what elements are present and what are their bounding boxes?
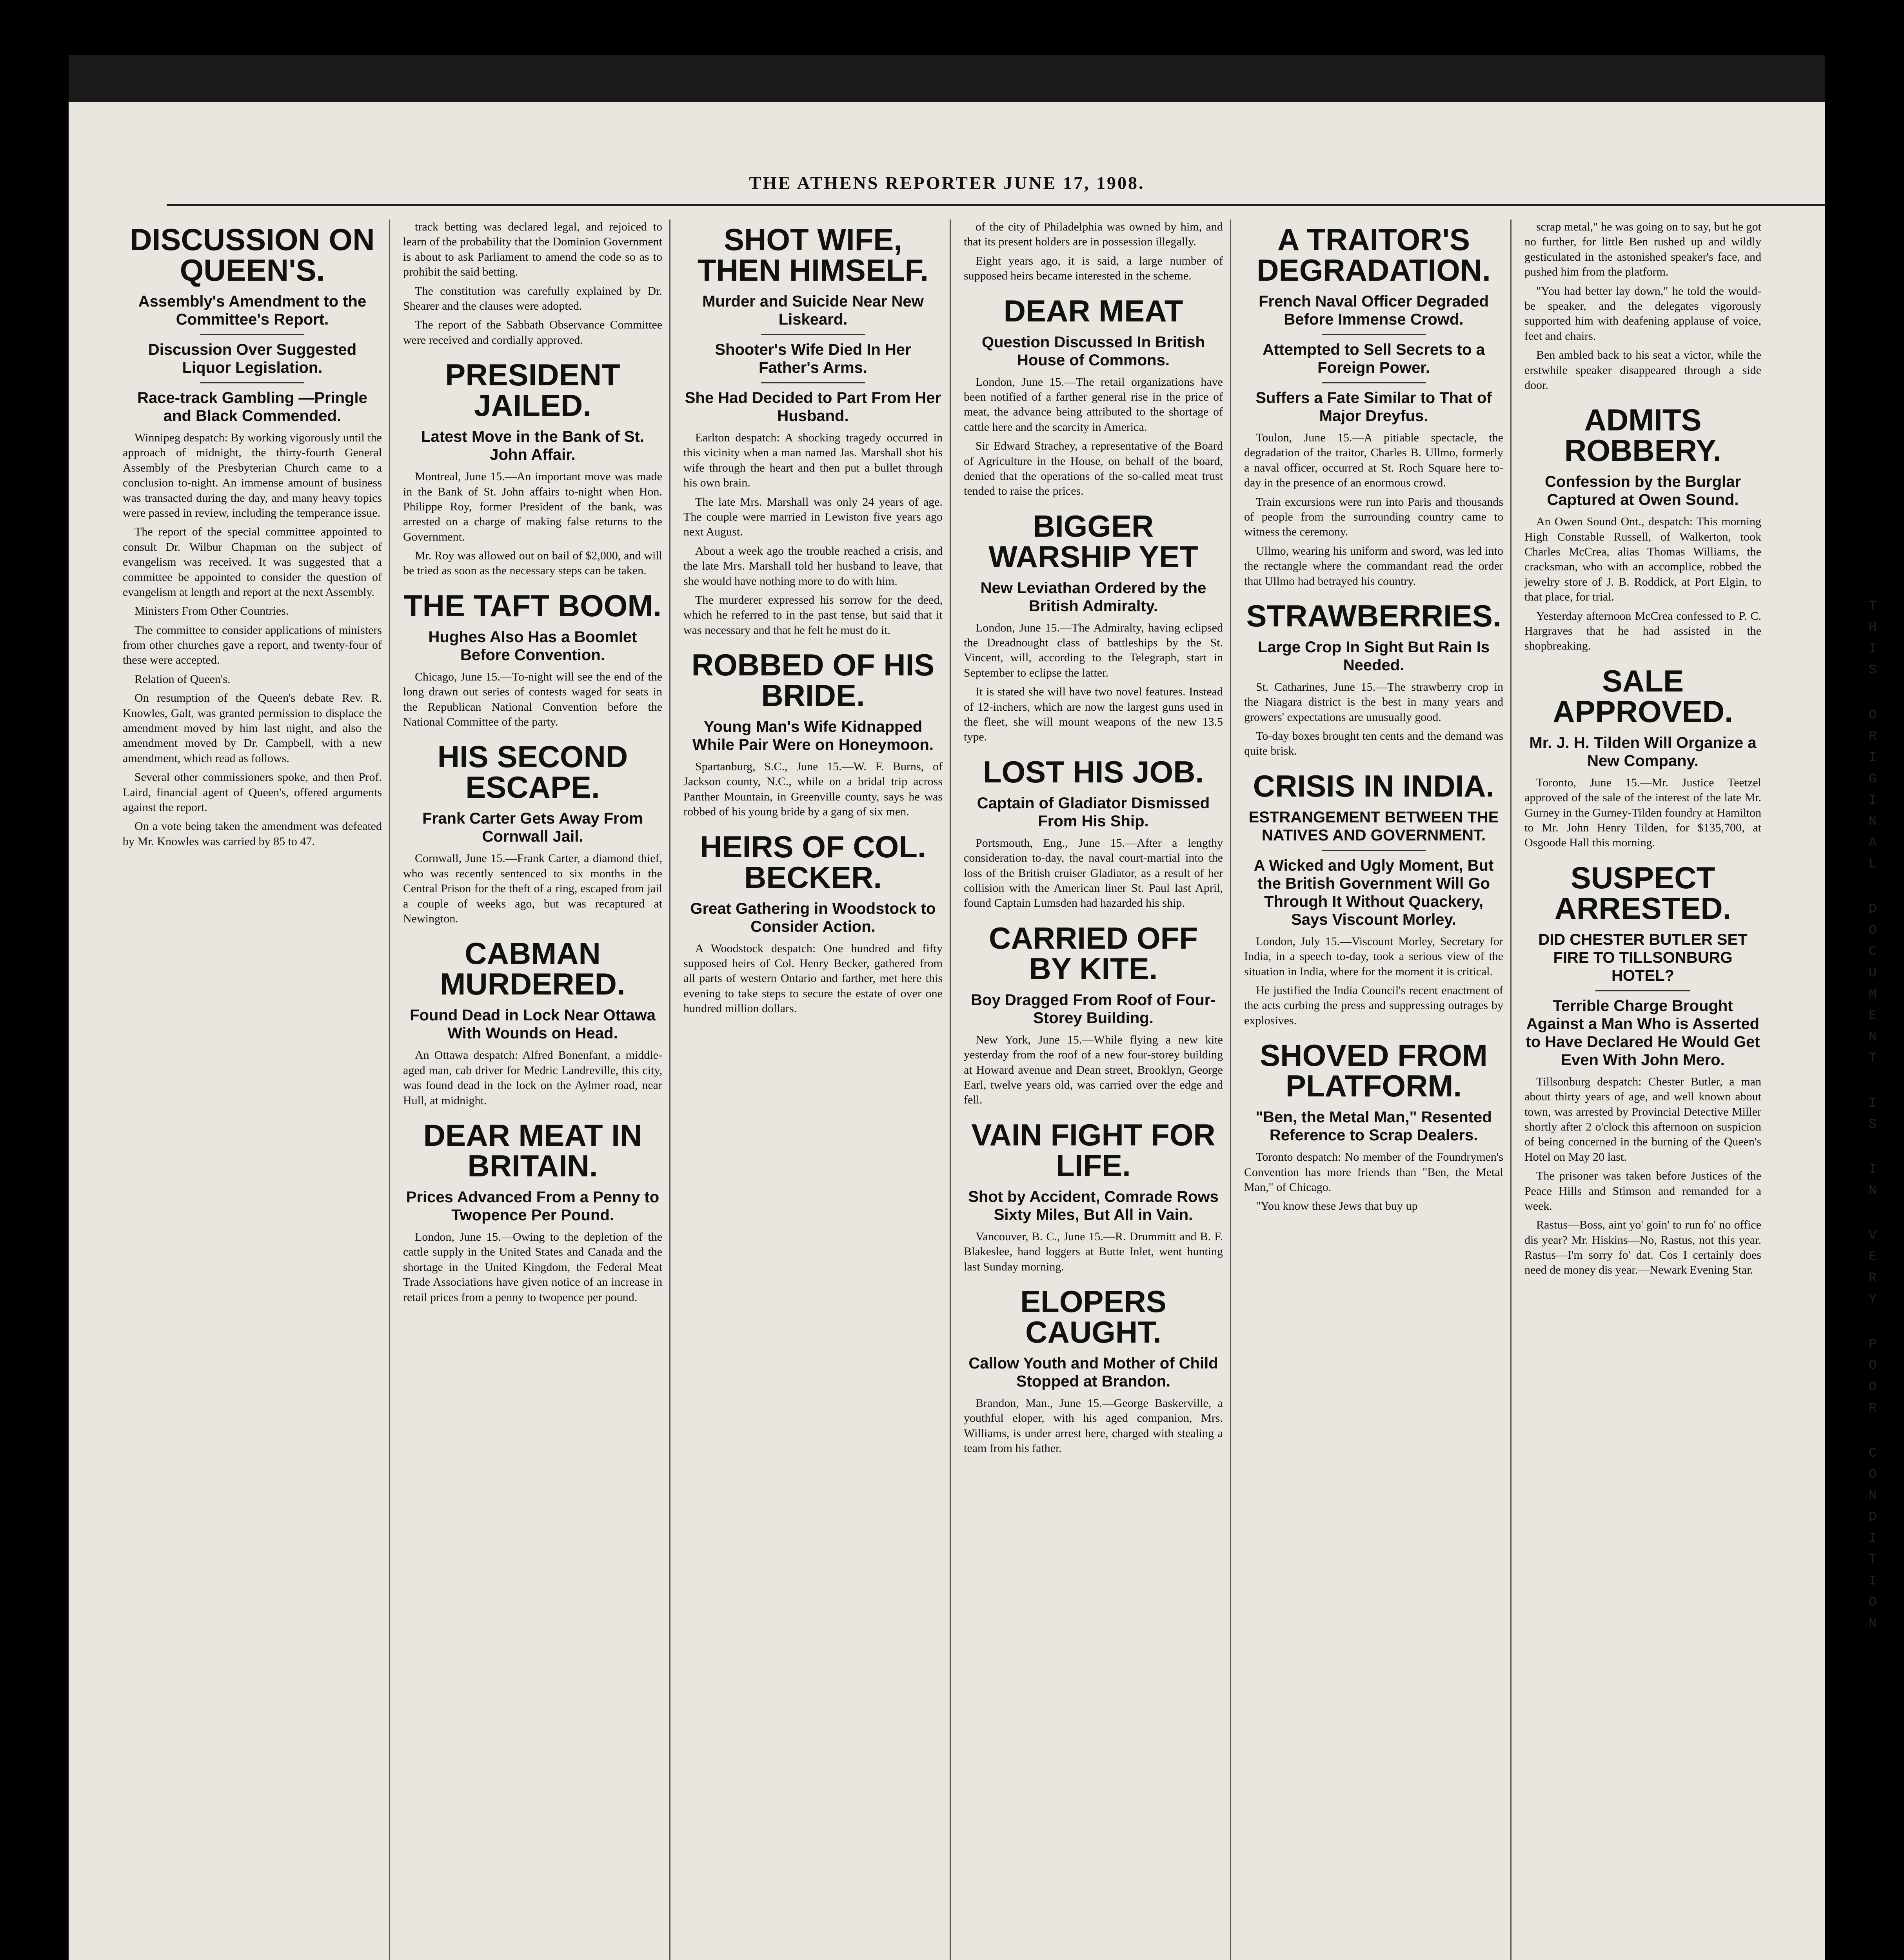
- article-paragraph: Eight years ago, it is said, a large number of supposed heirs became interested in the scheme.: [964, 254, 1223, 283]
- article-subhead: Attempted to Sell Secrets to a Foreign Power.: [1263, 341, 1485, 376]
- article-subhead: ESTRANGEMENT BETWEEN THE NATIVES AND GOVERNMENT.: [1248, 808, 1499, 844]
- subhead-rule: [200, 334, 304, 335]
- article: [964, 293, 1223, 499]
- article: [403, 741, 662, 926]
- article-paragraph: Montreal, June 15.—An important move was made in the Bank of St. John affairs to-night when Hon. Philippe Roy, former President of the bank, was arrested on a charge of making false returns to the Government.: [403, 470, 662, 543]
- article-headline: STRAWBERRIES.: [1246, 598, 1501, 633]
- article-paragraph: Relation of Queen's.: [134, 672, 231, 686]
- article-paragraph: Sir Edward Strachey, a representative of the Board of Agriculture in the House, on behalf of the board, denied that the operations of the so-called meat trust tended to raise the prices.: [964, 439, 1223, 498]
- article-paragraph: Ullmo, wearing his uniform and sword, was led into the rectangle where the commandant read the order that Ullmo had betrayed his country.: [1244, 544, 1503, 588]
- article-paragraph: Cornwall, June 15.—Frank Carter, a diamond thief, who was recently sentenced to six months in the Central Prison for the theft of a ring, escaped from jail a couple of weeks ago, but was recaptured at Newington.: [403, 852, 662, 925]
- article-paragraph: London, June 15.—Owing to the depletion of the cattle supply in the United States and Canada and the shortage in the United Kingdom, the Federal Meat Trade Associations have given notice of an increase in retail prices from a penny to twopence per pound.: [403, 1230, 662, 1304]
- article: [1524, 405, 1761, 654]
- article-headline: ROBBED OF HIS BRIDE.: [691, 648, 935, 713]
- article: [964, 220, 1223, 284]
- subhead-rule: [1322, 334, 1425, 335]
- article-paragraph: An Ottawa despatch: Alfred Bonenfant, a middle-aged man, cab driver for Medric Landreville, this city, was found dead in the lock on the Aylmer road, near Hull, at midnight.: [403, 1049, 662, 1107]
- article: [683, 650, 943, 820]
- article: [1524, 862, 1761, 1278]
- article-subhead: Confession by the Burglar Captured at Owen Sound.: [1544, 473, 1741, 509]
- article-subhead: Assembly's Amendment to the Committee's Report.: [138, 293, 367, 328]
- article-paragraph: London, July 15.—Viscount Morley, Secretary for India, in a speech to-day, took a serious view of the situation in India, where for the moment it is critical.: [1244, 935, 1503, 978]
- column: [676, 220, 951, 1960]
- side-note-word: IN: [1868, 1162, 1877, 1198]
- column: [1237, 220, 1512, 1960]
- article-headline: PRESIDENT JAILED.: [445, 358, 620, 423]
- article: [1244, 1040, 1503, 1214]
- article-paragraph: Rastus—Boss, aint yo' goin' to run fo' no office dis year? Mr. Hiskins—No, Rastus, not this year. Rastus—I'm sorry fo' dat. Cos I certainly does need de money dis year.—Newark Evening Star.: [1524, 1218, 1761, 1277]
- article-paragraph: Toulon, June 15.—A pitiable spectacle, the degradation of the traitor, Charles B. Ullmo, formerly a naval officer, occurred at St. Roch Square here to-day in the presence of an enormous crowd.: [1244, 431, 1503, 490]
- article-paragraph: The late Mrs. Marshall was only 24 years of age. The couple were married in Lewiston five years ago next August.: [683, 495, 943, 539]
- article-headline: VAIN FIGHT FOR LIFE.: [971, 1117, 1215, 1183]
- column: [957, 220, 1231, 1960]
- article-paragraph: New York, June 15.—While flying a new kite yesterday from the roof of a new four-storey building at Howard avenue and Dean street, Brooklyn, George Earl, twelve years old, was carried over the edge and fell.: [964, 1033, 1223, 1107]
- article-headline: SHOVED FROM PLATFORM.: [1260, 1038, 1488, 1103]
- article-headline: SHOT WIFE, THEN HIMSELF.: [697, 222, 929, 287]
- article-subhead: French Naval Officer Degraded Before Immense Crowd.: [1259, 293, 1489, 328]
- side-note-word: CONDITION: [1868, 1446, 1877, 1632]
- subhead-rule: [761, 382, 865, 383]
- article-paragraph: London, June 15.—The Admiralty, having eclipsed the Dreadnought class of battleships by the St. Vincent, will, according to the Telegraph, start in September to eclipse the latter.: [964, 621, 1223, 679]
- article-headline: HEIRS OF COL. BECKER.: [700, 829, 926, 895]
- article-subhead: Suffers a Fate Similar to That of Major Dreyfus.: [1255, 389, 1492, 425]
- article: [964, 920, 1223, 1108]
- side-note-word: POOR: [1868, 1337, 1877, 1416]
- article-headline: A TRAITOR'S DEGRADATION.: [1257, 222, 1491, 287]
- article-subhead: "Ben, the Metal Man," Resented Reference to Scrap Dealers.: [1255, 1109, 1492, 1144]
- article-paragraph: The constitution was carefully explained by Dr. Shearer and the clauses were adopted.: [403, 284, 662, 312]
- article-subhead: A Wicked and Ugly Moment, But the British Government Will Go Through It Without Quackery, Says Viscount Morley.: [1254, 857, 1494, 928]
- article-paragraph: The murderer expressed his sorrow for the deed, which he referred to in the past tense, but said that it was necessary and that he felt he must do it.: [683, 593, 943, 637]
- article-paragraph: track betting was declared legal, and rejoiced to learn of the probability that the Dominion Government is about to ask Parliament to amend the code so as to prohibit the said betting.: [403, 220, 662, 279]
- article-paragraph: Train excursions were run into Paris and thousands of people from the surrounding country came to witness the ceremony.: [1244, 495, 1503, 539]
- subhead-rule: [200, 382, 304, 383]
- side-note-word: IS: [1868, 1096, 1877, 1132]
- article: [964, 754, 1223, 911]
- article-subhead: Callow Youth and Mother of Child Stopped at Brandon.: [968, 1354, 1218, 1390]
- column: [396, 220, 670, 1960]
- article-paragraph: Ben ambled back to his seat a victor, while the erstwhile speaker disappeared through a side door.: [1524, 348, 1761, 392]
- article-subhead: Boy Dragged From Roof of Four-Storey Building.: [971, 991, 1216, 1027]
- article-headline: BIGGER WARSHIP YET: [988, 508, 1198, 574]
- article-subhead: Latest Move in the Bank of St. John Affair.: [421, 428, 644, 464]
- article-paragraph: It is stated she will have two novel features. Instead of 12-inchers, which are now the largest guns used in the fleet, she will mount weapons of the new 13.5 type.: [964, 685, 1223, 744]
- article: [1244, 224, 1503, 589]
- article-subhead: Discussion Over Suggested Liquor Legislation.: [148, 341, 357, 376]
- article-paragraph: Chicago, June 15.—To-night will see the end of the long drawn out series of contests waged for seats in the Republican National Convention before the National Committee of the party.: [403, 670, 662, 729]
- article-subhead: DID CHESTER BUTLER SET FIRE TO TILLSONBURG HOTEL?: [1538, 931, 1748, 984]
- article-paragraph: Yesterday afternoon McCrea confessed to P. C. Hargraves that he had assisted in the shopbreaking.: [1524, 609, 1761, 653]
- article-paragraph: Winnipeg despatch: By working vigorously until the approach of midnight, the thirty-fourth General Assembly of the Presbyterian Church came to a conclusion to-night. An immense amount of business was transacted during the day, and many heavy topics were passed in review, including the temperance issue.: [123, 431, 382, 519]
- subhead-rule: [1322, 850, 1425, 851]
- article-headline: CRISIS IN INDIA.: [1253, 768, 1495, 803]
- article-headline: ADMITS ROBBERY.: [1564, 403, 1722, 468]
- article-headline: DISCUSSION ON QUEEN'S.: [130, 222, 375, 287]
- article: [1524, 663, 1761, 851]
- article-paragraph: Spartanburg, S.C., June 15.—W. F. Burns, of Jackson county, N.C., while on a bridal trip across Panther Mountain, in Greenville county, says he was robbed of his young bride by a gang of six men.: [683, 760, 943, 818]
- article-paragraph: scrap metal," he was going on to say, but he got no further, for little Ben rushed up and wildly gesticulated in the astonished speaker's face, and pushed him from the platform.: [1524, 220, 1761, 279]
- article-subhead: Shooter's Wife Died In Her Father's Arms.: [715, 341, 911, 376]
- article-paragraph: The prisoner was taken before Justices of the Peace Hills and Stimson and remanded for a week.: [1524, 1169, 1761, 1212]
- subhead-rule: [1595, 990, 1690, 991]
- article-subhead: Young Man's Wife Kidnapped While Pair Were on Honeymoon.: [692, 718, 934, 754]
- side-note-word: ORIGINAL: [1868, 708, 1877, 872]
- article-subhead: Mr. J. H. Tilden Will Organize a New Company.: [1529, 734, 1757, 769]
- article: [964, 1286, 1223, 1456]
- article-paragraph: Toronto despatch: No member of the Foundrymen's Convention has more friends than "Ben, the Metal Man," of Chicago.: [1244, 1151, 1503, 1194]
- article-paragraph: Earlton despatch: A shocking tragedy occurred in this vicinity when a man named Jas. Marshall shot his wife through the heart and then put a bullet through his own brain.: [683, 431, 943, 490]
- article: [403, 220, 662, 348]
- header-rule: [167, 204, 1825, 206]
- article-paragraph: "You know these Jews that buy up: [1256, 1200, 1418, 1213]
- article-subhead: She Had Decided to Part From Her Husband.: [685, 389, 941, 425]
- article-paragraph: "You had better lay down," he told the would-be speaker, and the delegates vigorously supported him with deafening applause of voice, feet and chairs.: [1524, 284, 1761, 343]
- article-subhead: Hughes Also Has a Boomlet Before Convention.: [428, 628, 637, 664]
- article: [683, 224, 943, 638]
- article: [403, 938, 662, 1108]
- article-paragraph: Toronto, June 15.—Mr. Justice Teetzel approved of the sale of the interest of the late Mr. Gurney in the Gurney-Tilden foundry at Hamilton to Mr. John Henry Tilden, for $135,700, at Osgoode Hall this morning.: [1524, 776, 1761, 849]
- article: [683, 831, 943, 1016]
- article-headline: HIS SECOND ESCAPE.: [437, 739, 628, 805]
- article-subhead: Terrible Charge Brought Against a Man Who is Asserted to Have Declared He Would Get Even With John Mero.: [1526, 997, 1760, 1069]
- article-subhead: Race-track Gambling —Pringle and Black Commended.: [137, 389, 367, 425]
- article-subhead: Prices Advanced From a Penny to Twopence Per Pound.: [406, 1188, 659, 1224]
- article-paragraph: Portsmouth, Eng., June 15.—After a lengthy consideration to-day, the naval court-martial into the loss of the British cruiser Gladiator, as a result of her collision with the American liner St. Paul last April, found Captain Lumsden had hazarded his ship.: [964, 836, 1223, 910]
- article-paragraph: The report of the special committee appointed to consult Dr. Wilbur Chapman on the subject of evangelism was received. It was suggested that a committee be appointed to consider the question of evangelism at length and report at the next Assembly.: [123, 525, 382, 599]
- article-headline: CARRIED OFF BY KITE.: [989, 920, 1198, 986]
- article-paragraph: Tillsonburg despatch: Chester Butler, a man about thirty years of age, and well known about town, was arrested by Provincial Detective Miller shortly after 2 o'clock this afternoon on suspicion of being concerned in the burning of the Queen's Hotel on May 20 last.: [1524, 1075, 1761, 1163]
- column: [116, 220, 390, 1960]
- article-headline: DEAR MEAT IN BRITAIN.: [423, 1118, 642, 1183]
- article-paragraph: He justified the India Council's recent enactment of the acts curbing the press and suppressing outrages by explosives.: [1244, 984, 1503, 1027]
- article-paragraph: The committee to consider applications of ministers from other churches gave a report, and twenty-four of these were accepted.: [123, 623, 382, 667]
- article: [403, 359, 662, 579]
- article-paragraph: About a week ago the trouble reached a crisis, and the late Mrs. Marshall told her husband to leave, that she would have nothing more to do with him.: [683, 544, 943, 588]
- article-subhead: Murder and Suicide Near New Liskeard.: [702, 293, 924, 328]
- page-header: THE ATHENS REPORTER JUNE 17, 1908.: [749, 173, 1145, 193]
- article-subhead: Shot by Accident, Comrade Rows Sixty Miles, But All in Vain.: [968, 1188, 1219, 1223]
- article-paragraph: St. Catharines, June 15.—The strawberry crop in the Niagara district is the best in many years and growers' expectations are unusually good.: [1244, 680, 1503, 724]
- article-subhead: Frank Carter Gets Away From Cornwall Jail.: [422, 810, 643, 846]
- article: [403, 590, 662, 730]
- article-headline: SALE APPROVED.: [1553, 663, 1733, 729]
- article-headline: SUSPECT ARRESTED.: [1554, 860, 1731, 926]
- article-paragraph: A Woodstock despatch: One hundred and fifty supposed heirs of Col. Henry Becker, gathered from all parts of western Ontario and farther, met here this evening to take steps to secure the estate of over one hundred million dollars.: [683, 942, 943, 1015]
- article-paragraph: of the city of Philadelphia was owned by him, and that its present holders are in possession illegally.: [964, 220, 1223, 249]
- article-paragraph: Mr. Roy was allowed out on bail of $2,000, and will be tried as soon as the necessary steps can be taken.: [403, 549, 662, 577]
- article-headline: DEAR MEAT: [1003, 293, 1183, 328]
- article-paragraph: To-day boxes brought ten cents and the demand was quite brisk.: [1244, 730, 1503, 758]
- article: [1524, 220, 1761, 393]
- side-note-word: DOCUMENT: [1868, 902, 1877, 1066]
- side-note: [1865, 596, 1880, 1658]
- column: [1517, 220, 1768, 1960]
- article-paragraph: London, June 15.—The retail organizations have been notified of a farther general rise in the price of meat, the advance being attributed to the shortage of cattle here and the scarcity in America.: [964, 375, 1223, 434]
- article-paragraph: The report of the Sabbath Observance Committee were received and cordially approved.: [403, 318, 662, 347]
- article: [403, 1120, 662, 1305]
- torn-top-edge: [69, 55, 1825, 102]
- side-note-word: VERY: [1868, 1228, 1877, 1307]
- article-paragraph: On resumption of the Queen's debate Rev. R. Knowles, Galt, was granted permission to displace the amendment moved by him last night, and also the amendment moved by Dr. Campbell, with a new amendment, which read as follows.: [123, 691, 382, 765]
- article-paragraph: An Owen Sound Ont., despatch: This morning High Constable Russell, of Walkerton, took Charles McCrea, alias Thomas Williams, the cracksman, who with an accomplice, robbed the jewelry store of J. B. Roddick, at Port Elgin, to that place, for trial.: [1524, 515, 1761, 604]
- article-headline: LOST HIS JOB.: [983, 754, 1204, 789]
- article-subhead: Large Crop In Sight But Rain Is Needed.: [1257, 638, 1490, 674]
- article: [964, 1117, 1223, 1274]
- article-subhead: Found Dead in Lock Near Ottawa With Wounds on Head.: [410, 1007, 656, 1042]
- article: [123, 224, 382, 849]
- subhead-rule: [1322, 382, 1425, 383]
- article: [964, 508, 1223, 745]
- article-headline: CABMAN MURDERED.: [440, 936, 625, 1002]
- article-subhead: Question Discussed In British House of Commons.: [981, 333, 1205, 369]
- article: [1244, 768, 1503, 1028]
- article-headline: ELOPERS CAUGHT.: [1020, 1284, 1166, 1349]
- article: [1244, 598, 1503, 759]
- article-paragraph: Ministers From Other Countries.: [134, 604, 289, 618]
- subhead-rule: [761, 334, 865, 335]
- article-paragraph: Vancouver, B. C., June 15.—R. Drummitt and B. F. Blakeslee, hand loggers at Butte Inlet, went hunting last Sunday morning.: [964, 1230, 1223, 1273]
- article-subhead: Great Gathering in Woodstock to Consider Action.: [690, 900, 936, 935]
- article-paragraph: On a vote being taken the amendment was defeated by Mr. Knowles was carried by 85 to 47.: [123, 820, 382, 848]
- article-subhead: Captain of Gladiator Dismissed From His Ship.: [977, 794, 1210, 830]
- article-subhead: New Leviathan Ordered by the British Admiralty.: [980, 579, 1206, 615]
- side-note-word: THIS: [1868, 599, 1877, 678]
- article-headline: THE TAFT BOOM.: [403, 588, 662, 623]
- article-paragraph: Several other commissioners spoke, and then Prof. Laird, financial agent of Queen's, offered arguments against the report.: [123, 771, 382, 814]
- newspaper-page: [69, 55, 1825, 1960]
- article-paragraph: Brandon, Man., June 15.—George Baskerville, a youthful eloper, with his aged companion, Mrs. Williams, is under arrest here, charged with stealing a team from his father.: [964, 1396, 1223, 1455]
